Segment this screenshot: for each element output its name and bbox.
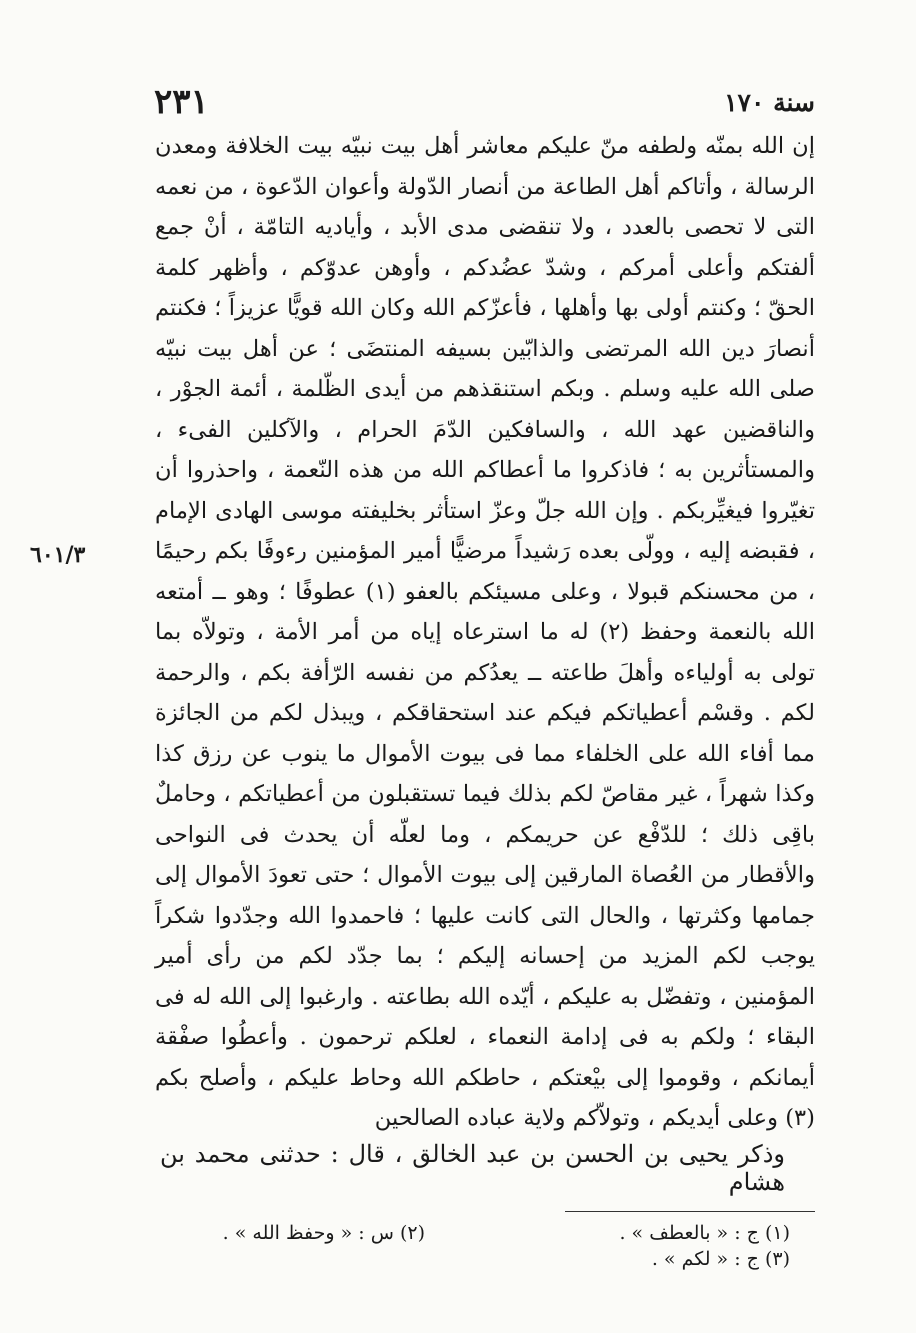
- page-number: ٢٣١: [154, 82, 209, 122]
- next-paragraph: وذكر يحيى بن الحسن بن عبد الخالق ، قال : حدثنى محمد بن هشام: [160, 1140, 785, 1196]
- footnote-3: (٣) ج : « لكم » .: [651, 1248, 790, 1270]
- footnote-1: (١) ج : « بالعطف » .: [619, 1222, 790, 1244]
- margin-reference: ٦٠١/٣: [30, 542, 86, 568]
- main-text-paragraph: إن الله بمنّه ولطفه منّ عليكم معاشر أهل بيت نبيّه بيت الخلافة ومعدن الرسالة ، وأتاكم أهل الطاعة من أنصار الدّولة وأعوان الدّعوة ، من نعمه التى لا تحصى بالعدد ، ولا تنقضى مدى الأبد ، وأياديه التامّة ، أنْ جمع ألفتكم وأعلى أمركم ، وشدّ عضُدكم ، وأوهن عدوّكم ، وأظهر كلمة الحقّ ؛ وكنتم أولى بها وأهلها ، فأعزّكم الله وكان الله قويًّا عزيزاً ؛ فكنتم أنصارَ دين الله المرتضى والذابّين بسيفه المنتضَى ؛ عن أهل بيت نبيّه صلى الله عليه وسلم . وبكم استنقذهم من أيدى الظّلمة ، أئمة الجوْر ، والناقضين عهد الله ، والسافكين الدّمَ الحرام ، والآكلين الفىء ، والمستأثرين به ؛ فاذكروا ما أعطاكم الله من هذه النّعمة ، واحذروا أن تغيّروا فيغيِّربكم . وإن الله جلّ وعزّ استأثر بخليفته موسى الهادى الإمام ، فقبضه إليه ، وولّى بعده رَشيداً مرضيًّا أمير المؤمنين رءوفًا بكم رحيمًا ، من محسنكم قبولا ، وعلى مسيئكم بالعفو (١) عطوفًا ؛ وهو ــ أمتعه الله بالنعمة وحفظ (٢) له ما استرعاه إياه من أمر الأمة ، وتولاّه بما تولى به أولياءه وأهلَ طاعته ــ يعدُكم من نفسه الرّأفة بكم ، والرحمة لكم . وقسْم أعطياتكم فيكم عند استحقاقكم ، ويبذل لكم من الجائزة مما أفاء الله على الخلفاء مما فى بيوت الأموال ما ينوب عن رزق كذا وكذا شهراً ، غير مقاصّ لكم بذلك فيما تستقبلون من أعطياتكم ، وحاملٌ باقِى ذلك ؛ للدّفْع عن حريمكم ، وما لعلّه أن يحدث فى النواحى والأقطار من العُصاة المارقين إلى بيوت الأموال ؛ حتى تعودَ الأموال إلى جمامها وكثرتها ، والحال التى كانت عليها ؛ فاحمدوا الله وجدّدوا شكراً يوجب لكم المزيد من إحسانه إليكم ؛ بما جدّد لكم من رأى أمير المؤمنين ، وتفضّل به عليكم ، أيّده الله بطاعته . وارغبوا إلى الله له فى البقاء ؛ ولكم به فى إدامة النعماء ، لعلكم ترحمون . وأعطُوا صفْقة أيمانكم ، وقوموا إلى بيْعتكم ، حاطكم الله وحاط عليكم ، وأصلح بكم (٣) وعلى أيديكم ، وتولاّكم ولاية عباده الصالحين: [155, 133, 815, 1131]
- running-head-year: سنة ١٧٠: [724, 88, 815, 117]
- footnote-2: (٢) س : « وحفظ الله » .: [222, 1222, 425, 1244]
- page-header: [150, 82, 815, 122]
- footnote-divider: [565, 1211, 815, 1212]
